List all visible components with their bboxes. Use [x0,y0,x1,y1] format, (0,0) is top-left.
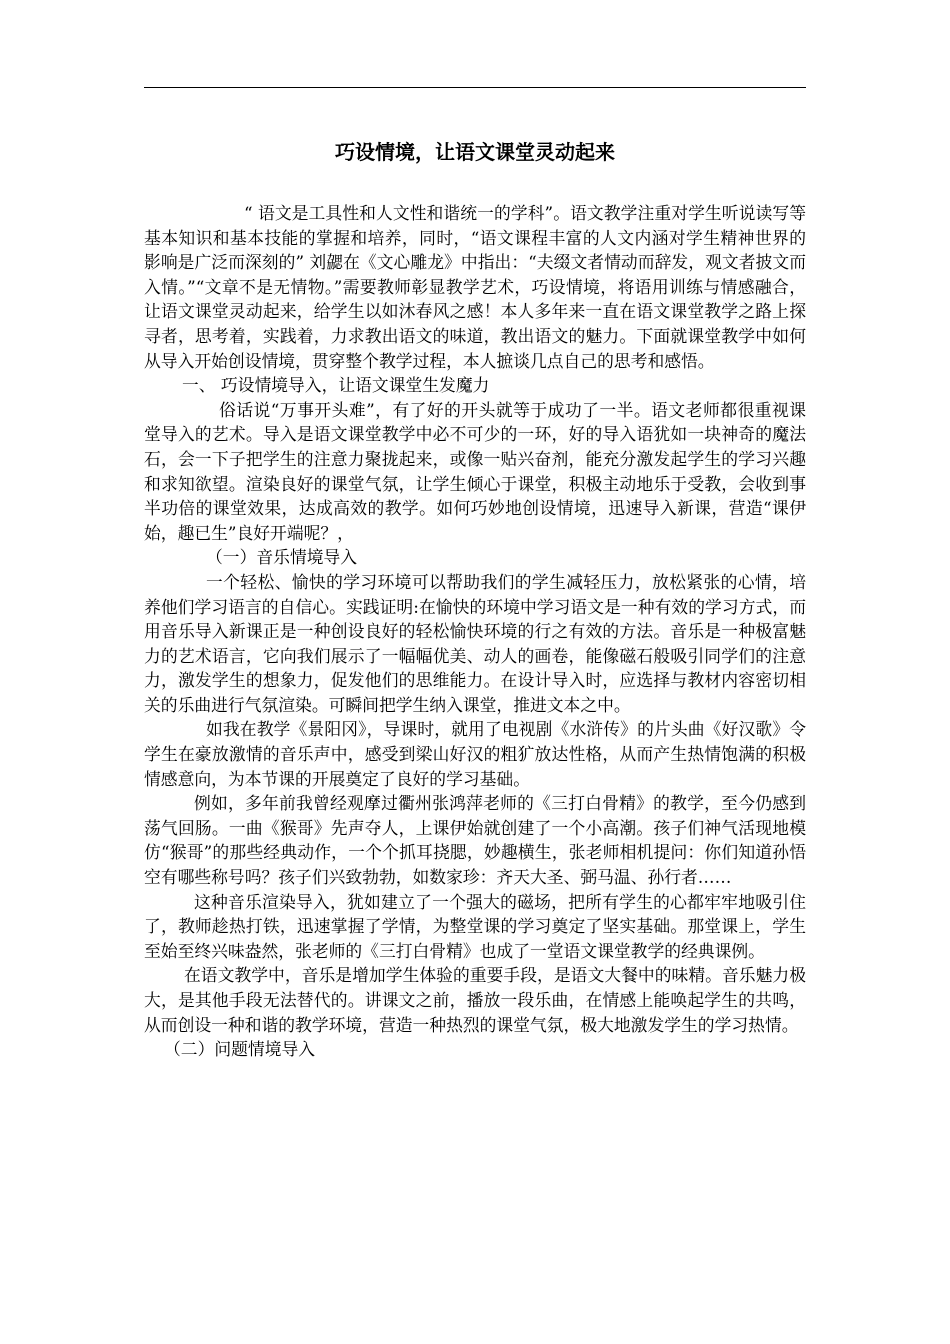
paragraph-intro: “ 语文是工具性和人文性和谐统一的学科”。语文教学注重对学生听说读写等基本知识和基本技能的掌握和培养，同时，“语文课程丰富的人文内涵对学生精神世界的影响是广泛而深刻的” 刘勰在《文心雕龙》中指出：“夫缀文者情动而辞发，观文者披文而入情。”“文章不是无情物。”需要教师彰显教学艺术，巧设情境，将语用训练与情感融合，让语文课堂灵动起来，给学生以如沐春风之感！本人多年来一直在语文课堂教学之路上探寻者，思考着，实践着，力求教出语文的味道，教出语文的魅力。下面就课堂教学中如何从导入开始创设情境，贯穿整个教学过程，本人摭谈几点自己的思考和感悟。 [144,203,806,371]
paragraph-music-2: 如我在教学《景阳冈》，导课时，就用了电视剧《水浒传》的片头曲《好汉歌》令学生在豪放激情的音乐声中，感受到梁山好汉的粗犷放达性格，从而产生热情饱满的积极情感意向，为本节课的开展奠定了良好的学习基础。 [144,719,806,789]
paragraph-music-1: 一个轻松、愉快的学习环境可以帮助我们的学生减轻压力，放松紧张的心情，培养他们学习语言的自信心。实践证明:在愉快的环境中学习语文是一种有效的学习方式，而用音乐导入新课正是一种创设良好的轻松愉快环境的行之有效的方法。音乐是一种极富魅力的艺术语言，它向我们展示了一幅幅优美、动人的画卷，能像磁石般吸引同学们的注意力，激发学生的想象力，促发他们的思维能力。在设计导入时，应选择与教材内容密切相关的乐曲进行气氛渲染。可瞬间把学生纳入课堂，推进文本之中。 [144,571,806,715]
subsection-heading-music: （一）音乐情境导入 [206,547,358,568]
paragraph-music-3: 例如，多年前我曾经观摩过衢州张鸿萍老师的《三打白骨精》的教学，至今仍感到荡气回肠。一曲《猴哥》先声夺人，上课伊始就创建了一个小高潮。孩子们神气活现地模仿“猴哥”的那些经典动作，一个个抓耳挠腮，妙趣横生，张老师相机提问：你们知道孙悟空有哪些称号吗？孩子们兴致勃勃，如数家珍：齐天大圣、弼马温、孙行者…… [144,793,806,888]
paragraph-section-1: 俗话说“万事开头难”，有了好的开头就等于成功了一半。语文老师都很重视课堂导入的艺术。导入是语文课堂教学中必不可少的一环，好的导入语犹如一块神奇的魔法石，会一下子把学生的注意力聚拢起来，或像一贴兴奋剂，能充分激发起学生的学习兴趣和求知欲望。渲染良好的课堂气氛，让学生倾心于课堂，积极主动地乐于受教，会收到事半功倍的课堂效果，达成高效的教学。如何巧妙地创设情境，迅速导入新课，营造“课伊始，趣已生”良好开端呢？， [144,399,806,543]
paragraph-music-4: 这种音乐渲染导入，犹如建立了一个强大的磁场，把所有学生的心都牢牢地吸引住了，教师趁热打铁，迅速掌握了学情，为整堂课的学习奠定了坚实基础。那堂课上，学生至始至终兴味盎然，张老师的《三打白骨精》也成了一堂语文课堂教学的经典课例。 [144,891,806,961]
subsection-heading-question: （二）问题情境导入 [164,1039,316,1060]
document-title: 巧设情境，让语文课堂灵动起来 [335,140,615,164]
header-rule [144,87,806,88]
paragraph-music-5: 在语文教学中，音乐是增加学生体验的重要手段，是语文大餐中的味精。音乐魅力极大，是其他手段无法替代的。讲课文之前，播放一段乐曲，在情感上能唤起学生的共鸣，从而创设一种和谐的教学环境，营造一种热烈的课堂气氛，极大地激发学生的学习热情。 [144,965,806,1035]
section-heading-1: 一、 巧设情境导入，让语文课堂生发魔力 [182,375,490,396]
document-body [144,201,806,1062]
